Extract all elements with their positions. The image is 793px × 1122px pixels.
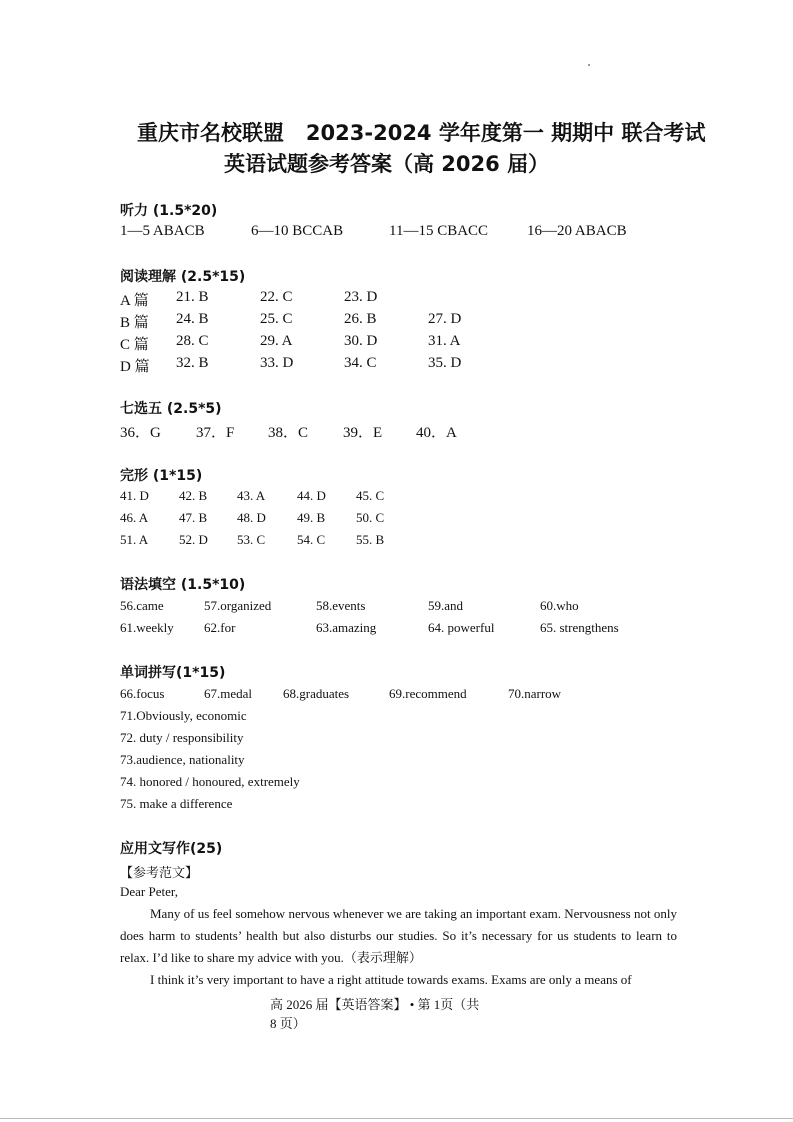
cloze-heading: 完形 (1*15) bbox=[120, 468, 203, 484]
spelling-line: 73.audience, nationality bbox=[120, 752, 245, 767]
reading-row-label: A 篇 bbox=[120, 293, 149, 309]
page-bottom-divider bbox=[0, 1118, 793, 1119]
reading-row-label: B 篇 bbox=[120, 315, 149, 331]
cloze-answer: 46. A bbox=[120, 510, 149, 525]
listening-answer: 6—10 BCCAB bbox=[251, 223, 344, 239]
reading-answer: 25. C bbox=[260, 311, 293, 327]
reading-answer: 23. D bbox=[344, 289, 378, 305]
reading-row-label: C 篇 bbox=[120, 337, 149, 353]
cloze-answer: 47. B bbox=[179, 510, 208, 525]
reading-answer: 22. C bbox=[260, 289, 293, 305]
cloze-answer: 42. B bbox=[179, 488, 208, 503]
reading-answer: 35. D bbox=[428, 355, 462, 371]
sample-label: 【参考范文】 bbox=[120, 865, 199, 880]
seven-five-heading: 七选五 (2.5*5) bbox=[120, 401, 222, 417]
spelling-answer: 70.narrow bbox=[508, 686, 562, 701]
seven-five-answer: 37．F bbox=[196, 425, 235, 441]
cloze-answer: 53. C bbox=[237, 532, 266, 547]
reading-answer: 30. D bbox=[344, 333, 378, 349]
grammar-answer: 57.organized bbox=[204, 598, 272, 613]
spelling-line: 71.Obviously, economic bbox=[120, 708, 247, 723]
seven-five-answer: 40．A bbox=[416, 425, 457, 441]
cloze-answer: 51. A bbox=[120, 532, 149, 547]
grammar-answer: 56.came bbox=[120, 598, 164, 613]
listening-answer: 1—5 ABACB bbox=[120, 223, 205, 239]
reading-answer: 33. D bbox=[260, 355, 294, 371]
spelling-line: 74. honored / honoured, extremely bbox=[120, 774, 300, 789]
letter-paragraph-1 bbox=[120, 903, 677, 969]
reading-answer: 29. A bbox=[260, 333, 293, 349]
listening-answer: 11—15 CBACC bbox=[389, 223, 489, 239]
spelling-answer: 69.recommend bbox=[389, 686, 467, 701]
grammar-answer: 62.for bbox=[204, 620, 236, 635]
cloze-answer: 55. B bbox=[356, 532, 385, 547]
page-title-line1: 重庆市名校联盟 2023-2024 学年度第一 期期中 联合考试 bbox=[137, 121, 706, 145]
grammar-answer: 63.amazing bbox=[316, 620, 377, 635]
spelling-answer: 66.focus bbox=[120, 686, 165, 701]
listening-answer: 16—20 ABACB bbox=[527, 223, 627, 239]
grammar-answer: 65. strengthens bbox=[540, 620, 619, 635]
letter-paragraph-1-text: Many of us feel somehow nervous whenever we are taking an important exam. Nervousness not only does harm to students’ health but also disturbs our studies. So it’s necessary for us students to learn to relax. I’d like to share my advice with you.（表示理解） bbox=[120, 906, 677, 965]
spelling-line: 72. duty / responsibility bbox=[120, 730, 244, 745]
page-footer-line1: 高 2026 届【英语答案】 • 第 1页（共 bbox=[270, 997, 480, 1012]
seven-five-answer: 38．C bbox=[268, 425, 309, 441]
listening-heading: 听力 (1.5*20) bbox=[120, 203, 218, 219]
page-footer-line2: 8 页） bbox=[270, 1016, 306, 1031]
spelling-answer: 67.medal bbox=[204, 686, 253, 701]
spelling-answer: 68.graduates bbox=[283, 686, 350, 701]
reading-answer: 26. B bbox=[344, 311, 377, 327]
cloze-answer: 52. D bbox=[179, 532, 208, 547]
reading-answer: 21. B bbox=[176, 289, 209, 305]
spelling-heading: 单词拼写(1*15) bbox=[120, 665, 226, 681]
cloze-answer: 50. C bbox=[356, 510, 385, 525]
reading-answer: 32. B bbox=[176, 355, 209, 371]
cloze-answer: 45. C bbox=[356, 488, 385, 503]
page-title-line2: 英语试题参考答案（高 2026 届） bbox=[224, 152, 550, 176]
grammar-answer: 59.and bbox=[428, 598, 464, 613]
reading-row-label: D 篇 bbox=[120, 359, 150, 375]
letter-greeting: Dear Peter, bbox=[120, 884, 178, 899]
grammar-heading: 语法填空 (1.5*10) bbox=[120, 577, 246, 593]
cloze-answer: 41. D bbox=[120, 488, 149, 503]
cloze-answer: 49. B bbox=[297, 510, 326, 525]
grammar-answer: 61.weekly bbox=[120, 620, 174, 635]
grammar-answer: 58.events bbox=[316, 598, 366, 613]
reading-answer: 31. A bbox=[428, 333, 461, 349]
letter-paragraph-2 bbox=[120, 969, 677, 991]
writing-heading: 应用文写作(25) bbox=[120, 841, 223, 857]
seven-five-answer: 39．E bbox=[343, 425, 383, 441]
reading-heading: 阅读理解 (2.5*15) bbox=[120, 269, 246, 285]
corner-dot bbox=[588, 64, 590, 66]
letter-paragraph-2-text: I think it’s very important to have a right attitude towards exams. Exams are only a means of bbox=[150, 972, 632, 987]
spelling-line: 75. make a difference bbox=[120, 796, 233, 811]
seven-five-answer: 36．G bbox=[120, 425, 161, 441]
reading-answer: 34. C bbox=[344, 355, 377, 371]
grammar-answer: 64. powerful bbox=[428, 620, 495, 635]
cloze-answer: 54. C bbox=[297, 532, 326, 547]
reading-answer: 28. C bbox=[176, 333, 209, 349]
reading-answer: 27. D bbox=[428, 311, 462, 327]
grammar-answer: 60.who bbox=[540, 598, 579, 613]
cloze-answer: 43. A bbox=[237, 488, 266, 503]
cloze-answer: 48. D bbox=[237, 510, 266, 525]
reading-answer: 24. B bbox=[176, 311, 209, 327]
cloze-answer: 44. D bbox=[297, 488, 326, 503]
